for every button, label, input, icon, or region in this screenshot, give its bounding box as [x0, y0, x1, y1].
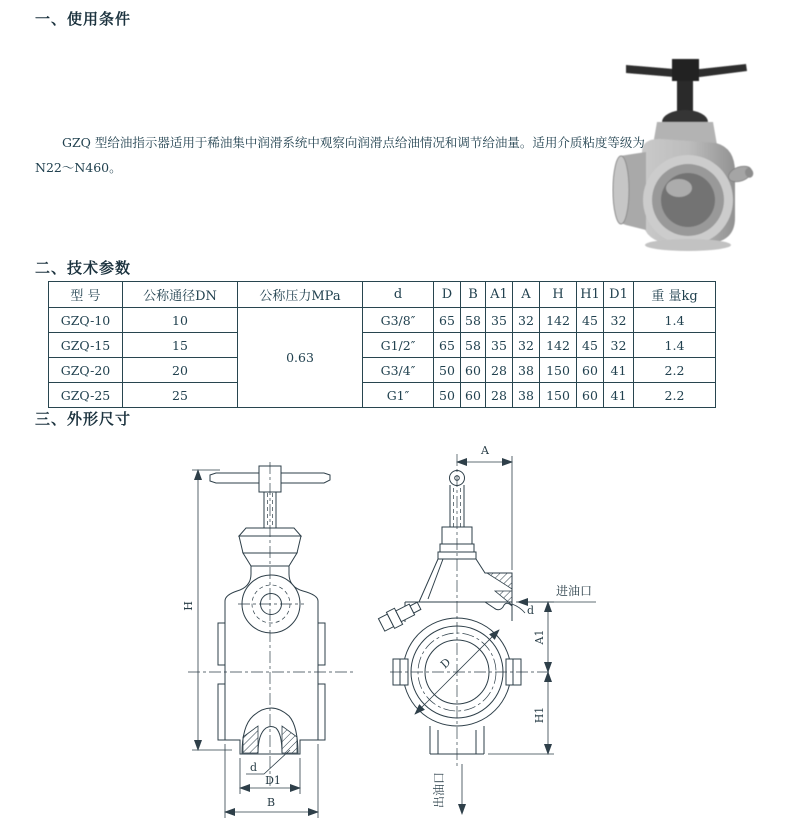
cell-dn: 10 — [123, 308, 238, 333]
cell-pressure: 0.63 — [238, 308, 363, 408]
cell-D1: 41 — [604, 383, 634, 408]
label-D: D — [438, 655, 454, 672]
label-H: H — [182, 601, 195, 611]
cell-B: 60 — [461, 383, 486, 408]
section-dims-heading: 三、外形尺寸 — [35, 410, 132, 428]
cell-A: 32 — [513, 333, 540, 358]
cell-D: 50 — [434, 383, 461, 408]
cell-A: 38 — [513, 358, 540, 383]
cell-model: GZQ-15 — [49, 333, 123, 358]
cell-model: GZQ-10 — [49, 308, 123, 333]
cell-D1: 41 — [604, 358, 634, 383]
col-D: D — [434, 282, 461, 308]
col-H: H — [540, 282, 577, 308]
col-A: A — [513, 282, 540, 308]
cell-weight: 2.2 — [634, 358, 716, 383]
section-usage-heading: 一、使用条件 — [35, 10, 132, 28]
cell-H: 142 — [540, 333, 577, 358]
cell-H1: 60 — [577, 383, 604, 408]
side-view-drawing — [378, 444, 596, 814]
cell-H1: 60 — [577, 358, 604, 383]
cell-weight: 1.4 — [634, 333, 716, 358]
cell-d: G1/2″ — [363, 333, 434, 358]
label-A1: A1 — [533, 629, 546, 645]
label-d-front: d — [250, 761, 258, 774]
cell-H: 150 — [540, 358, 577, 383]
label-A: A — [481, 444, 489, 457]
table-header-row — [49, 282, 716, 308]
cell-dn: 25 — [123, 383, 238, 408]
front-view-drawing — [182, 462, 355, 818]
cell-A: 32 — [513, 308, 540, 333]
table-row — [49, 383, 716, 408]
col-H1: H1 — [577, 282, 604, 308]
outlet-annotation — [431, 764, 462, 814]
cell-A1: 28 — [486, 383, 513, 408]
cell-D: 50 — [434, 358, 461, 383]
cell-A1: 35 — [486, 333, 513, 358]
cell-model: GZQ-25 — [49, 383, 123, 408]
dimension-drawings — [140, 438, 670, 830]
label-H1: H1 — [533, 706, 546, 724]
cell-d: G1″ — [363, 383, 434, 408]
cell-weight: 1.4 — [634, 308, 716, 333]
label-inlet: 进油口 — [555, 584, 593, 598]
cell-B: 60 — [461, 358, 486, 383]
col-weight: 重 量kg — [634, 282, 716, 308]
col-pressure: 公称压力MPa — [238, 282, 363, 308]
usage-paragraph — [35, 130, 645, 180]
cell-D: 65 — [434, 333, 461, 358]
cell-dn: 15 — [123, 333, 238, 358]
col-D1: D1 — [604, 282, 634, 308]
cell-weight: 2.2 — [634, 383, 716, 408]
cell-A1: 28 — [486, 358, 513, 383]
col-A1: A1 — [486, 282, 513, 308]
col-model: 型 号 — [49, 282, 123, 308]
cell-H: 142 — [540, 308, 577, 333]
table-row — [49, 358, 716, 383]
cell-B: 58 — [461, 333, 486, 358]
cell-A1: 35 — [486, 308, 513, 333]
cell-dn: 20 — [123, 358, 238, 383]
table-row — [49, 308, 716, 333]
section-params-heading: 二、技术参数 — [35, 259, 132, 277]
cell-B: 58 — [461, 308, 486, 333]
adjust-screw — [378, 598, 424, 633]
cell-D: 65 — [434, 308, 461, 333]
cell-H1: 45 — [577, 333, 604, 358]
cell-d: G3/4″ — [363, 358, 434, 383]
label-d-side: d — [527, 604, 535, 617]
cell-D1: 32 — [604, 308, 634, 333]
label-B: B — [266, 796, 276, 809]
specs-table — [48, 281, 716, 408]
col-dn: 公称通径DN — [123, 282, 238, 308]
cell-A: 38 — [513, 383, 540, 408]
col-B: B — [461, 282, 486, 308]
cell-D1: 32 — [604, 333, 634, 358]
cell-H: 150 — [540, 383, 577, 408]
label-outlet: 出油口 — [432, 771, 446, 809]
cell-H1: 45 — [577, 308, 604, 333]
paragraph-line-2: N22～N460。 — [35, 160, 122, 175]
paragraph-line-1: GZQ 型给油指示器适用于稀油集中润滑系统中观察向润滑点给油情况和调节给油量。适用介质粘度等级为 — [62, 135, 645, 150]
inlet-annotation — [518, 583, 596, 602]
dim-A1 — [516, 602, 554, 672]
col-d: d — [363, 282, 434, 308]
cell-model: GZQ-20 — [49, 358, 123, 383]
dim-d-side — [512, 604, 534, 617]
sight-glass-photo — [643, 155, 733, 245]
label-D1: D1 — [265, 774, 281, 787]
table-row — [49, 333, 716, 358]
cell-d: G3/8″ — [363, 308, 434, 333]
